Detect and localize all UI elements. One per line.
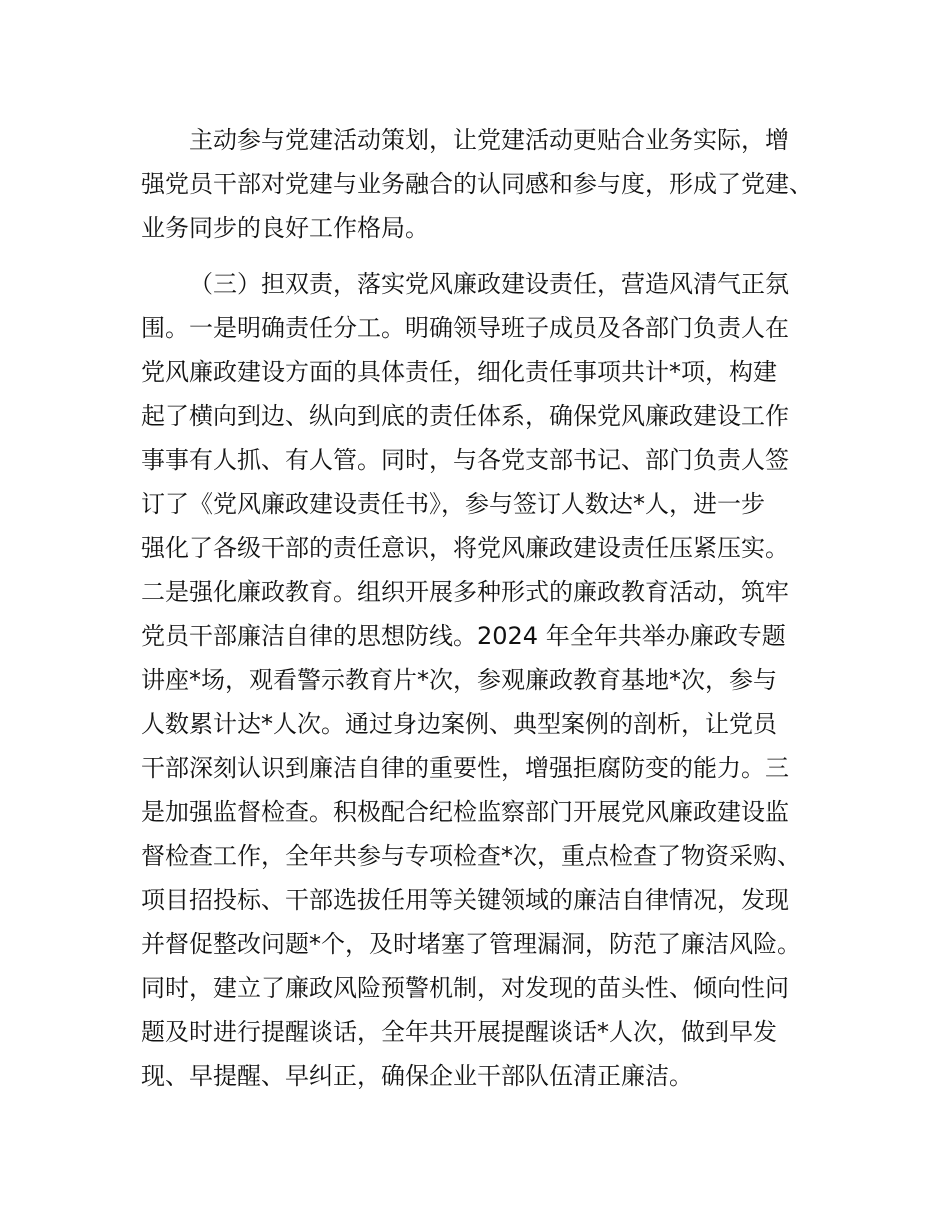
- paragraph-line: 并督促整改问题*个，及时堵塞了管理漏洞，防范了廉洁风险。: [141, 930, 801, 958]
- paragraph-line: 强化了各级干部的责任意识，将党风廉政建设责任压紧压实。: [141, 534, 789, 562]
- paragraph-line: 讲座*场，观看警示教育片*次，参观廉政教育基地*次，参与: [141, 666, 777, 694]
- paragraph-line: 党风廉政建设方面的具体责任，细化责任事项共计*项，构建: [141, 358, 777, 386]
- paragraph-line: 强党员干部对党建与业务融合的认同感和参与度，形成了党建、: [141, 170, 813, 198]
- paragraph-line: 党员干部廉洁自律的思想防线。2024 年全年共举办廉政专题: [141, 622, 786, 650]
- paragraph-line: 围。一是明确责任分工。明确领导班子成员及各部门负责人在: [141, 314, 789, 342]
- paragraph-line: 现、早提醒、早纠正，确保企业干部队伍清正廉洁。: [141, 1062, 693, 1090]
- paragraph-line: 人数累计达*人次。通过身边案例、典型案例的剖析，让党员: [141, 710, 777, 738]
- paragraph-1: [141, 118, 821, 250]
- paragraph-line: 主动参与党建活动策划，让党建活动更贴合业务实际，增: [189, 126, 789, 154]
- paragraph-line: 是加强监督检查。积极配合纪检监察部门开展党风廉政建设监: [141, 798, 789, 826]
- paragraph-line: 项目招投标、干部选拔任用等关键领域的廉洁自律情况，发现: [141, 886, 789, 914]
- paragraph-line: 二是强化廉政教育。组织开展多种形式的廉政教育活动，筑牢: [141, 578, 789, 606]
- paragraph-2: [141, 262, 821, 1098]
- paragraph-line: 督检查工作，全年共参与专项检查*次，重点检查了物资采购、: [141, 842, 801, 870]
- paragraph-line: 干部深刻认识到廉洁自律的重要性，增强拒腐防变的能力。三: [141, 754, 789, 782]
- paragraph-line: 同时，建立了廉政风险预警机制，对发现的苗头性、倾向性问: [141, 974, 789, 1002]
- paragraph-line: 题及时进行提醒谈话，全年共开展提醒谈话*人次，做到早发: [141, 1018, 777, 1046]
- paragraph-line: 业务同步的良好工作格局。: [141, 214, 429, 242]
- paragraph-line: 事事有人抓、有人管。同时，与各党支部书记、部门负责人签: [141, 446, 789, 474]
- paragraph-line: 订了《党风廉政建设责任书》，参与签订人数达*人，进一步: [141, 490, 765, 518]
- paragraph-line: 起了横向到边、纵向到底的责任体系，确保党风廉政建设工作: [141, 402, 789, 430]
- paragraph-line: （三）担双责，落实党风廉政建设责任，营造风清气正氛: [189, 270, 789, 298]
